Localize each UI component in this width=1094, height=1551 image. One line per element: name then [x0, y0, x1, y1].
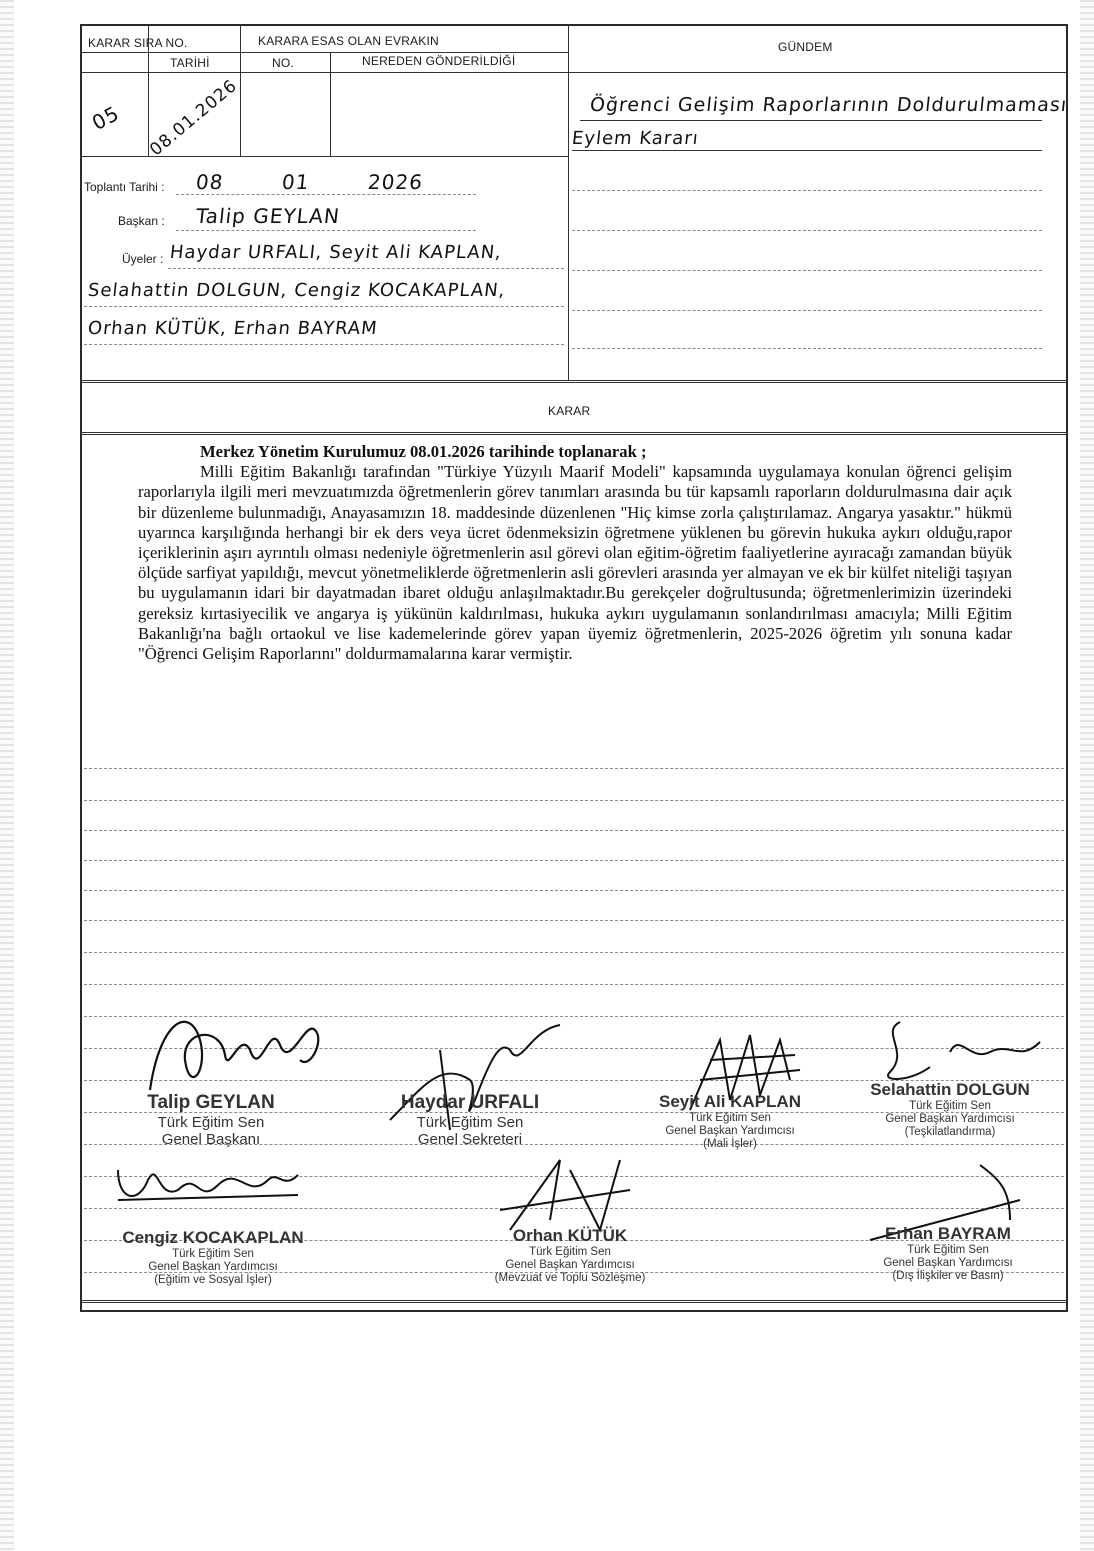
signatory-org: Türk Eğitim Sen — [909, 1100, 991, 1112]
scan-edge-right — [1080, 0, 1094, 1551]
ruled-line — [84, 890, 1064, 891]
gundem-rule-5 — [572, 270, 1042, 271]
gundem-rule-2 — [572, 150, 1042, 151]
decision-heading: Merkez Yönetim Kurulumuz 08.01.2026 tarihinde toplanarak ; — [200, 442, 647, 461]
header-divider — [80, 52, 568, 53]
baskan-rule — [176, 230, 476, 231]
gundem-rule-1 — [580, 120, 1042, 121]
scan-edge-left — [0, 0, 14, 1551]
baskan-value: Talip GEYLAN — [194, 204, 342, 228]
uyeler-line-2: Selahattin DOLGUN, Cengiz KOCAKAPLAN, — [86, 280, 507, 301]
ruled-line — [84, 920, 1064, 921]
signatory-org: Türk Eğitim Sen — [907, 1244, 989, 1256]
signatory-org: Türk Eğitim Sen — [157, 1114, 265, 1131]
gundem-rule-4 — [572, 230, 1042, 231]
gundem-line-1: Öğrenci Gelişim Raporlarının Doldurulmaması — [588, 94, 1069, 116]
signatory-dept: (Teşkilatlandırma) — [904, 1126, 996, 1138]
karar-title: KARAR — [548, 404, 591, 418]
signatory-dept: (Mali İşler) — [703, 1138, 757, 1150]
signatory-name: Seyit Ali KAPLAN — [658, 1092, 801, 1111]
evrak-title: KARARA ESAS OLAN EVRAKIN — [258, 34, 439, 48]
signatory-title: Genel Başkan Yardımcısı — [665, 1125, 795, 1137]
signatory-name: Haydar URFALI — [400, 1092, 540, 1113]
gundem-rule-6 — [572, 310, 1042, 311]
nereden-label: NEREDEN GÖNDERİLDİĞİ — [362, 54, 516, 68]
meeting-year: 2026 — [366, 170, 425, 194]
signatory-name: Selahattin DOLGUN — [870, 1080, 1030, 1099]
gundem-line-2: Eylem Kararı — [570, 128, 700, 149]
uyeler-rule-2 — [84, 306, 564, 307]
signatory-org: Türk Eğitim Sen — [689, 1112, 771, 1124]
signatory-name: Erhan BAYRAM — [885, 1224, 1011, 1243]
signatory-org: Türk Eğitim Sen — [416, 1114, 524, 1131]
ruled-line — [84, 768, 1064, 769]
signatory-dept: (Eğitim ve Sosyal İşler) — [154, 1274, 272, 1286]
signatory-org: Türk Eğitim Sen — [529, 1246, 611, 1258]
col-divider-gundem — [568, 24, 569, 380]
gundem-rule-3 — [572, 190, 1042, 191]
sira-no-value: 05 — [87, 100, 124, 136]
ruled-line — [84, 800, 1064, 801]
col-divider-2 — [240, 24, 241, 74]
signatory-title: Genel Başkan Yardımcısı — [505, 1259, 635, 1271]
ruled-line — [84, 952, 1064, 953]
entry-bottom-line — [80, 156, 568, 157]
uyeler-rule-3 — [84, 344, 564, 345]
header-bottom-line — [80, 72, 1068, 73]
uyeler-line-1: Haydar URFALI, Seyit Ali KAPLAN, — [168, 242, 503, 263]
baskan-label: Başkan : — [118, 214, 165, 228]
date-rule — [176, 194, 476, 195]
signatory-title: Genel Başkanı — [161, 1131, 261, 1148]
uyeler-line-3: Orhan KÜTÜK, Erhan BAYRAM — [86, 318, 379, 339]
uyeler-rule-1 — [168, 268, 564, 269]
ruled-line — [84, 830, 1064, 831]
gundem-label: GÜNDEM — [778, 40, 833, 54]
tarih-value: 08.01.2026 — [146, 75, 242, 161]
uyeler-label: Üyeler : — [122, 252, 164, 266]
meeting-month: 01 — [280, 170, 311, 194]
decision-text — [138, 442, 1012, 664]
meeting-bottom-line — [80, 380, 1068, 383]
signatory-urfali — [380, 1092, 560, 1148]
signatory-geylan — [126, 1092, 296, 1148]
signatory-dolgun — [860, 1080, 1040, 1139]
meeting-day: 08 — [194, 170, 225, 194]
signatory-kutuk — [470, 1226, 670, 1285]
col-divider-3 — [330, 52, 331, 156]
tarihi-label: TARİHİ — [170, 56, 210, 70]
decision-body: Milli Eğitim Bakanlığı tarafından "Türkiye Yüzyılı Maarif Modeli" kapsamında uygulamaya konulan öğrenci gelişim raporlarıyla ilgili meri mevzuatımızda öğretmenlerin görev tanımları arasında bu tür kapsamlı raporların doldurulmasına dair açık bir düzenleme bulunmadığı, Anayasamızın 18. maddesinde düzenlenen "Hiç kimse zorla çalıştırılamaz. Angarya yasaktır." hükmü uyarınca karşılığında herhangi bir ek ders veya ücret ödenmeksizin öğretmene yüklenen bu görevin hukuka aykırı olduğu,rapor içeriklerinin aşırı ayrıntılı olması nedeniyle öğretmenlerin asıl görevi olan eğitim-öğretim faaliyetlerine ayıracağı zamandan büyük ölçüde sarfiyat yapıldığı, mevcut yönetmeliklerde öğretmenlerin asli görevleri arasında yer almayan ve ek bir külfet niteliği taşıyan bu uygulamanın idari bir dayatmadan ibaret olduğu anlaşılmaktadır.Bu gerekçeler doğrultusunda; öğretmenlerimizin üzerindeki gereksiz kırtasiyecilik ve angarya iş yükünün kaldırılması, hukuka aykırı uygulamanın sonlandırılması amacıyla; Milli Eğitim Bakanlığı'na bağlı ortaokul ve lise kademelerinde görev yapan üyemiz öğretmenlerin, 2025-2026 öğretim yılı sonuna kadar "Öğrenci Gelişim Raporlarını" doldurmamalarına karar vermiştir. — [138, 462, 1012, 664]
no-label: NO. — [272, 56, 294, 70]
gundem-rule-7 — [572, 348, 1042, 349]
signatory-title: Genel Başkan Yardımcısı — [883, 1257, 1013, 1269]
form-bottom-line — [80, 1300, 1068, 1303]
signatory-kocakaplan — [118, 1228, 308, 1287]
ruled-line — [84, 860, 1064, 861]
signatory-title: Genel Başkan Yardımcısı — [885, 1113, 1015, 1125]
signatory-bayram — [858, 1224, 1038, 1283]
signatory-org: Türk Eğitim Sen — [172, 1248, 254, 1260]
signatory-dept: (Mevzuat ve Toplu Sözleşme) — [494, 1272, 646, 1284]
signatory-name: Orhan KÜTÜK — [512, 1226, 628, 1245]
karar-title-line — [80, 432, 1068, 435]
ruled-line — [84, 984, 1064, 985]
signatory-title: Genel Sekreteri — [417, 1131, 523, 1148]
signatory-title: Genel Başkan Yardımcısı — [148, 1261, 278, 1273]
karar-label: KARAR SIRA NO. — [88, 36, 188, 50]
signature-kocakaplan — [108, 1150, 308, 1210]
signatory-kaplan — [640, 1092, 820, 1151]
signatory-dept: (Dış İlişkiler ve Basın) — [892, 1270, 1004, 1282]
col-divider-2b — [240, 72, 241, 156]
signatory-name: Talip GEYLAN — [147, 1092, 275, 1113]
signatory-name: Cengiz KOCAKAPLAN — [122, 1228, 304, 1247]
toplanti-label: Toplantı Tarihi : — [84, 180, 165, 194]
